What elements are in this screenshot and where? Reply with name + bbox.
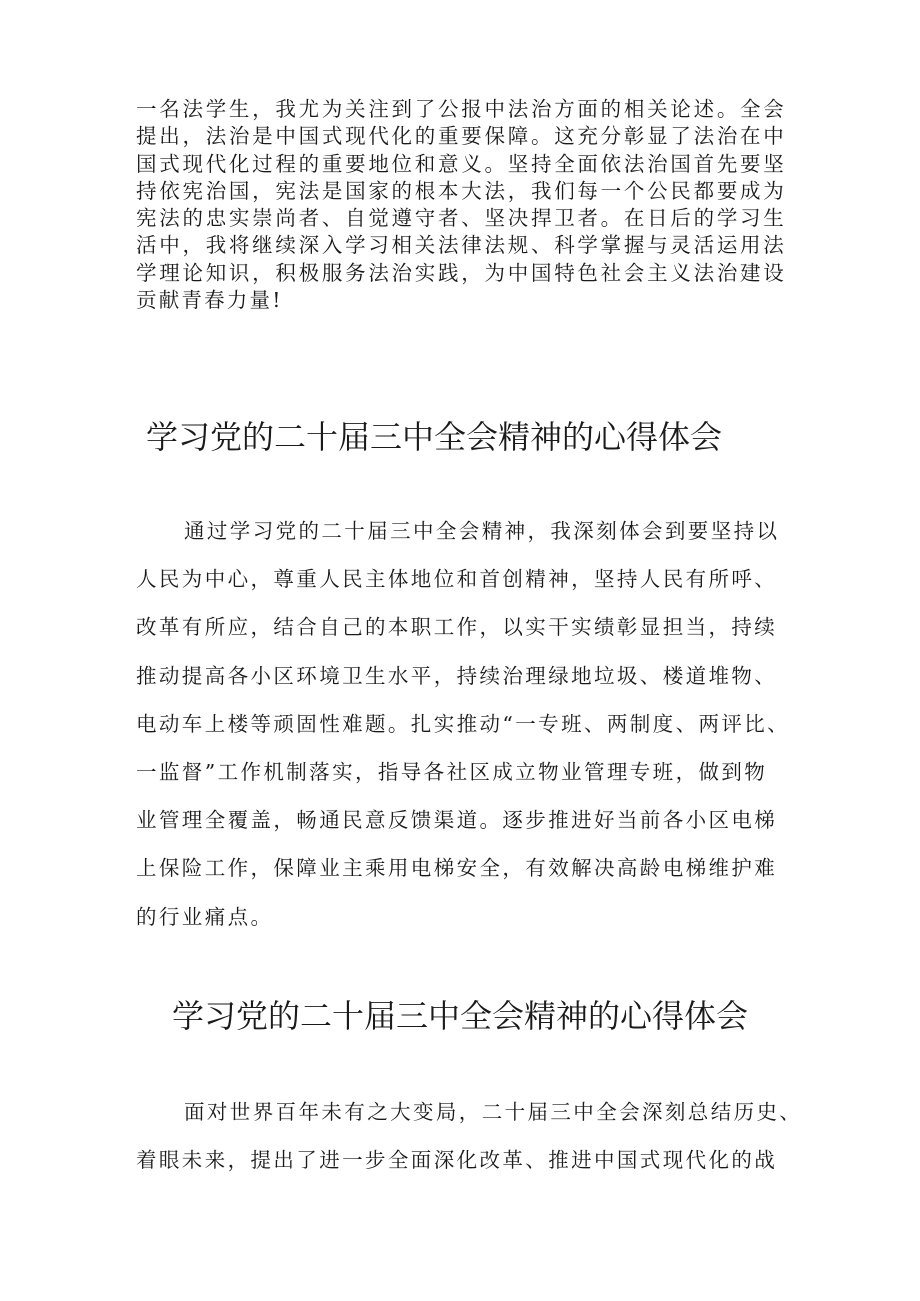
section-body <box>136 1088 808 1184</box>
paragraph-line: 推动提高各小区环境卫生水平，持续治理绿地垃圾、楼道堆物、 <box>136 663 778 688</box>
section-body <box>136 507 798 941</box>
paragraph-line: 面对世界百年未有之大变局，二十届三中全会深刻总结历史、 <box>184 1100 803 1124</box>
section-heading: 学习党的二十届三中全会精神的心得体会 <box>146 418 723 456</box>
paragraph-line: 上保险工作，保障业主乘用电梯安全，有效解决高龄电梯维护难 <box>136 856 778 881</box>
paragraph-line: 电动车上楼等顽固性难题。扎实推动“一专班、两制度、两评比、 <box>136 711 791 736</box>
paragraph-line: 业管理全覆盖，畅通民意反馈渠道。逐步推进好当前各小区电梯 <box>136 808 778 833</box>
intro-paragraph: 一名法学生，我尤为关注到了公报中法治方面的相关论述。全会提出，法治是中国式现代化的重要保障。这充分彰显了法治在中国式现代化过程的重要地位和意义。坚持全面依法治国首先要坚持依宪治国，宪法是国家的根本大法，我们每一个公民都要成为宪法的忠实崇尚者、自觉遵守者、坚决捍卫者。在日后的学习生活中，我将继续深入学习相关法律法规、科学掌握与灵活运用法学理论知识，积极服务法治实践，为中国特色社会主义法治建设贡献青春力量! <box>136 97 786 313</box>
paragraph-line: 通过学习党的二十届三中全会精神，我深刻体会到要坚持以 <box>184 519 780 543</box>
section-heading: 学习党的二十届三中全会精神的心得体会 <box>172 997 749 1035</box>
paragraph-line: 着眼未来，提出了进一步全面深化改革、推进中国式现代化的战 <box>136 1148 778 1173</box>
paragraph-line: 的行业痛点。 <box>136 904 274 929</box>
paragraph-line: 人民为中心，尊重人民主体地位和首创精神，坚持人民有所呼、 <box>136 567 778 592</box>
paragraph-line: 改革有所应，结合自己的本职工作，以实干实绩彰显担当，持续 <box>136 615 778 640</box>
paragraph-line: 一监督”工作机制落实，指导各社区成立物业管理专班，做到物 <box>136 760 768 785</box>
